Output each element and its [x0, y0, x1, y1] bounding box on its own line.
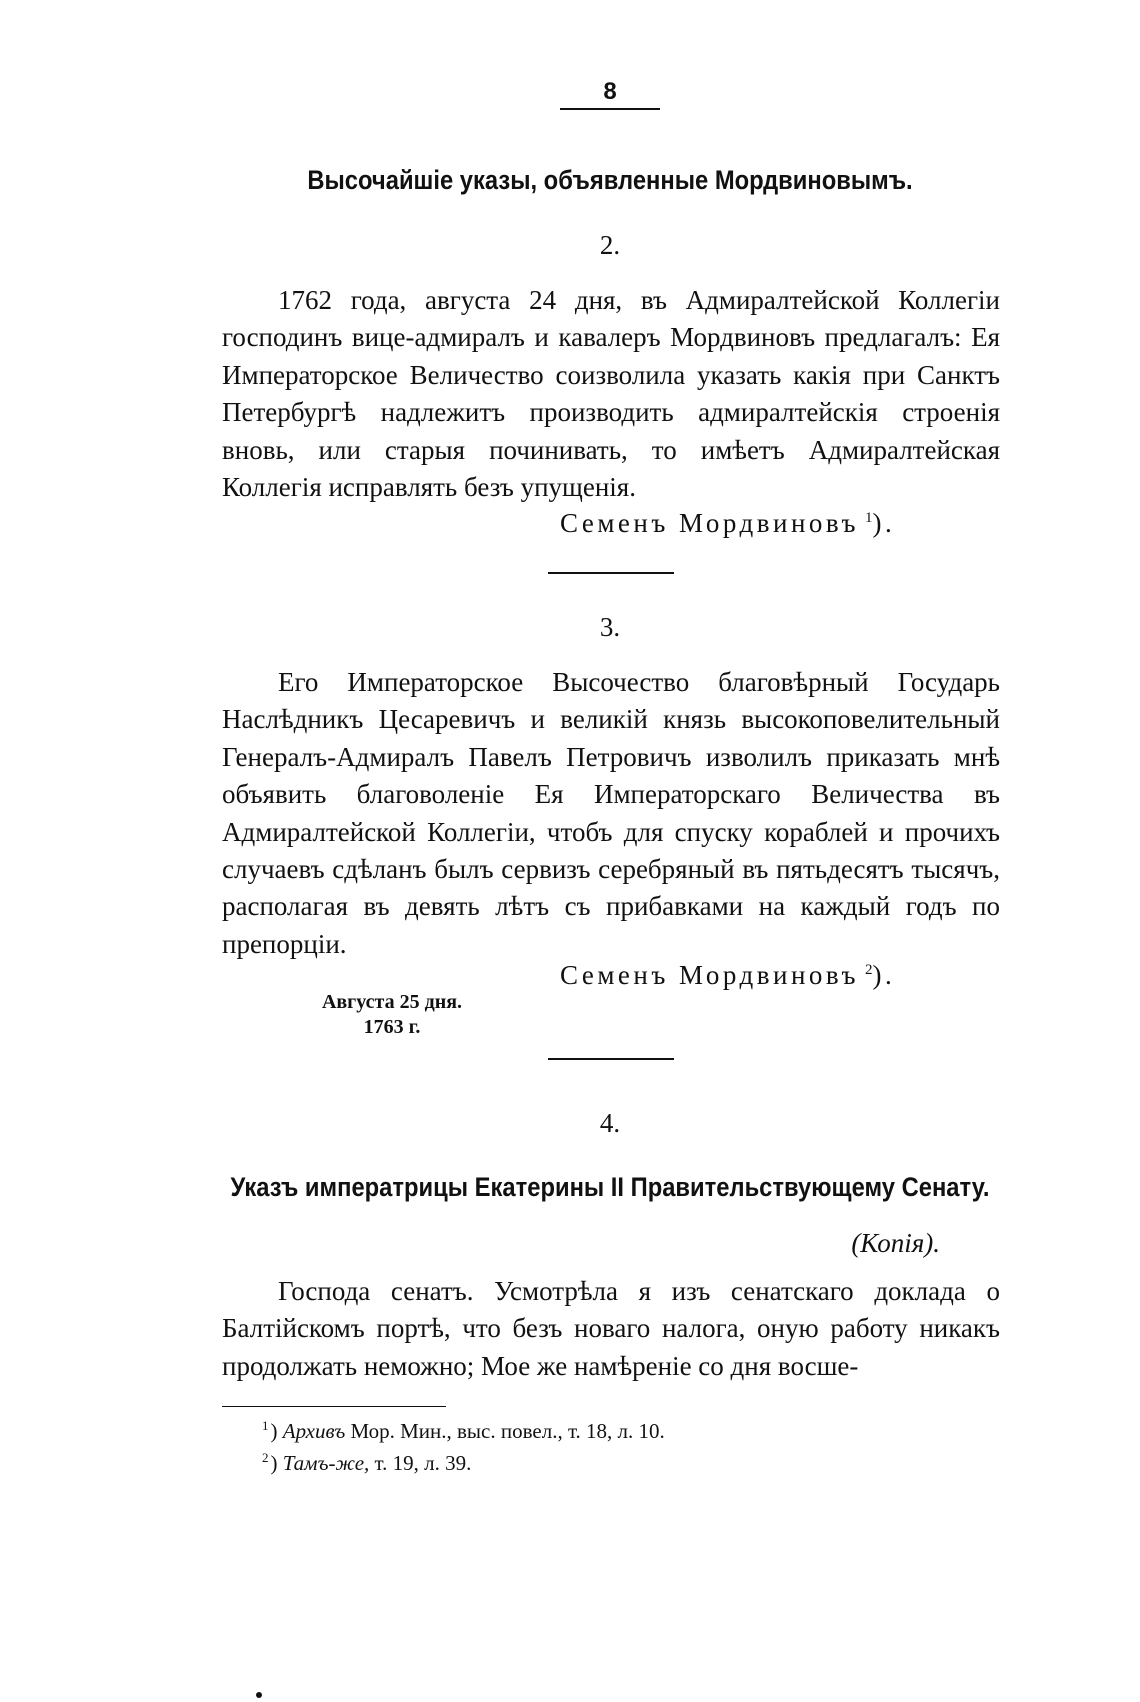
section-number-4: 4. — [599, 1108, 621, 1138]
footnote-reference[interactable]: 2 — [864, 962, 873, 978]
section-heading: Высочайшіе указы, объявленные Мордвиновымъ. — [307, 165, 913, 195]
footnote-rule — [222, 1406, 446, 1407]
footnote-reference[interactable]: 1 — [864, 510, 873, 526]
copy-note: (Копія). — [851, 1228, 940, 1258]
page-number: 8 — [603, 78, 617, 105]
decree-text-2: 1762 года, августа 24 дня, въ Адмиралтейской Коллегіи господинъ вице-адмиралъ и кавалеръ Мордвиновъ предлагалъ: Ея Императорское Величество соизволила указать какія при Санктъ Петербургѣ надлежитъ производить адмиралтейскія строенія вновь, или старыя починивать, то имѣетъ Адмиралтейская Коллегія исправлять безъ упущенія. — [222, 285, 1000, 503]
date-line-day: Августа 25 дня. — [321, 991, 463, 1013]
section-divider — [548, 572, 674, 574]
footnote-1: $^1$) Архивъ Мор. Мин., выс. повел., т. 18, л. 10. — [262, 1418, 665, 1443]
footnote-source: Тамъ-же, — [282, 1451, 370, 1475]
signature-3 — [560, 960, 950, 991]
footnote-citation: Мор. Мин., выс. повел., т. 18, л. 10. — [345, 1419, 665, 1443]
decree-text-3: Его Императорское Высочество благовѣрный Государь Наслѣдникъ Цесаревичъ и великій князь высокоповелительный Генералъ-Адмиралъ Павелъ Петровичъ изволилъ приказать мнѣ объявить благоволеніе Ея Императорскаго Величества въ Адмиралтейской Коллегіи, чтобъ для спуску кораблей и прочихъ случаевъ сдѣланъ былъ сервизъ серебряный въ пятьдесятъ тысячъ, располагая въ девять лѣтъ съ прибавками на каждый годъ по препорціи. — [222, 667, 1000, 959]
page-number-rule — [560, 108, 660, 110]
ink-speck — [256, 1692, 262, 1698]
section-number-3: 3. — [599, 612, 621, 642]
signature-2 — [560, 508, 950, 539]
decree-heading: Указъ императрицы Екатерины II Правительствующему Сенату. — [230, 1172, 990, 1202]
signature-name: Семенъ Мордвиновъ — [560, 960, 859, 990]
footnote-2: $^2$) Тамъ-же, т. 19, л. 39. — [262, 1450, 472, 1475]
section-divider — [548, 1058, 674, 1060]
signature-close: ). — [872, 508, 896, 538]
footnote-citation: т. 19, л. 39. — [369, 1451, 472, 1475]
decree-text-4: Господа сенатъ. Усмотрѣла я изъ сенатскаго доклада о Балтійскомъ портѣ, что безъ новаго налога, оную работу никакъ продолжать неможно; Мое же намѣреніе со дня восше- — [222, 1276, 1000, 1381]
footnote-mark: 2 — [262, 1450, 269, 1465]
footnote-source: Архивъ — [282, 1419, 346, 1443]
section-number-2: 2. — [599, 230, 621, 260]
footnote-mark: 1 — [262, 1418, 269, 1433]
date-block — [282, 990, 502, 1040]
signature-close: ). — [872, 960, 896, 990]
date-line-year: 1763 г. — [363, 1016, 421, 1038]
signature-name: Семенъ Мордвиновъ — [560, 508, 859, 538]
